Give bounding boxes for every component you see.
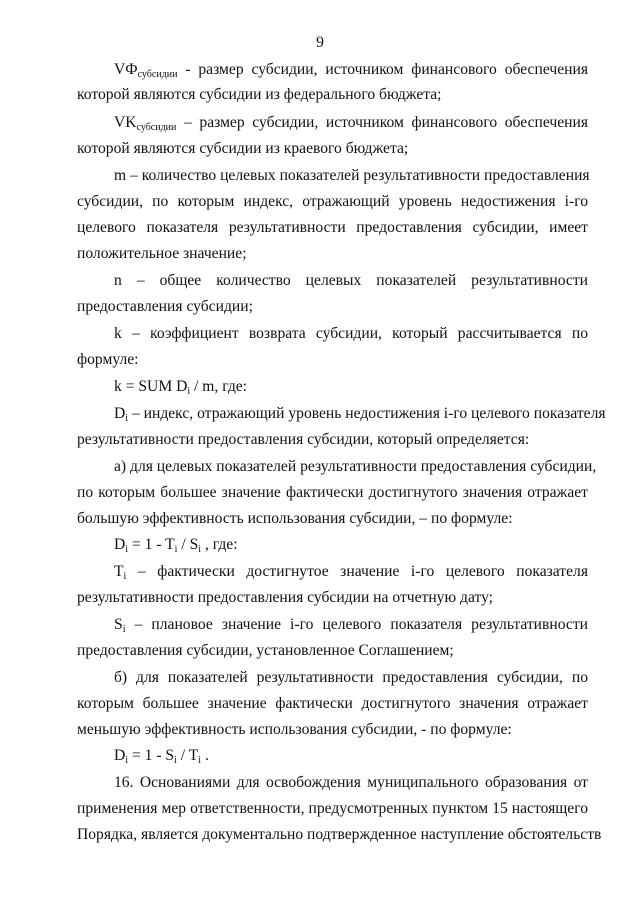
line-12: формуле:: [77, 351, 139, 368]
subscript: i: [125, 413, 129, 424]
var-s: S: [114, 616, 123, 633]
line-11: k – коэффициент возврата субсидии, который рассчитывается по: [114, 325, 588, 342]
line-18: большую эффективность использования субсидии, – по формуле:: [77, 510, 513, 527]
var-t: T: [114, 563, 124, 580]
var-d: D: [114, 405, 126, 422]
subscript: i: [122, 624, 126, 635]
line-03: [114, 113, 588, 138]
formula-d-b: [114, 746, 588, 771]
line-30: Порядка, является документально подтвержденное наступление обстоятельств: [77, 826, 602, 843]
text: / m, где:: [190, 378, 248, 395]
subscript: i: [174, 755, 177, 766]
subscript: i: [125, 755, 129, 766]
text: = 1 - T: [128, 536, 175, 553]
text: / S: [177, 536, 199, 553]
line-09: n – общее количество целевых показателей результативности: [114, 272, 588, 289]
line-22: [114, 615, 588, 640]
subscript: i: [198, 544, 202, 555]
line-05: m – количество целевых показателей результативности предоставления: [114, 167, 590, 184]
subscript: i: [174, 544, 178, 555]
line-08: положительное значение;: [77, 245, 247, 262]
text: .: [201, 747, 209, 764]
line-25: которым большее значение фактически достигнутого значения отражает: [77, 695, 588, 712]
line-02: которой являются субсидии из федерального бюджета;: [77, 86, 442, 103]
text: D: [114, 747, 126, 764]
text: - размер субсидии, источником финансового обеспечения: [177, 61, 588, 78]
line-26: меньшую эффективность использования субсидии, - по формуле:: [77, 721, 512, 738]
text: – размер субсидии, источником финансового обеспечения: [176, 114, 588, 131]
line-01: [114, 60, 588, 85]
subscript: i: [123, 571, 127, 582]
subscript: i: [198, 755, 202, 766]
line-04: которой являются субсидии из краевого бюджета;: [77, 140, 409, 157]
text: – фактически достигнутое значение i-го целевого показателя: [126, 563, 588, 580]
text: – плановое значение i-го целевого показателя результативности: [125, 616, 588, 633]
var-vk: VK: [114, 114, 137, 131]
line-20: [114, 562, 588, 587]
line-21: результативности предоставления субсидии на отчетную дату;: [77, 589, 494, 606]
line-16: а) для целевых показателей результативности предоставления субсидии,: [114, 458, 597, 475]
subscript: i: [125, 544, 129, 555]
line-29: применения мер ответственности, предусмотренных пунктом 15 настоящего: [77, 800, 588, 817]
subscript: i: [187, 386, 191, 397]
subscript: субсидии: [137, 69, 178, 80]
line-07: целевого показателя результативности предоставления субсидии, имеет: [77, 219, 588, 236]
line-24: б) для показателей результативности предоставления субсидии, по: [114, 669, 588, 686]
line-15: результативности предоставления субсидии, который определяется:: [77, 431, 530, 448]
text: D: [114, 536, 126, 553]
line-17: по которым большее значение фактически достигнутого значения отражает: [77, 484, 588, 501]
formula-d-a: [114, 535, 588, 560]
text: k = SUM D: [114, 378, 188, 395]
subscript: субсидии: [136, 122, 177, 133]
text: = 1 - S: [128, 747, 175, 764]
text: – индекс, отражающий уровень недостижения i-го целевого показателя: [128, 405, 606, 422]
formula-k: [114, 377, 588, 402]
line-23: предоставления субсидии, установленное Соглашением;: [77, 642, 454, 659]
text: / T: [176, 747, 199, 764]
line-28: 16. Основаниями для освобождения муниципального образования от: [114, 774, 588, 791]
text: , где:: [201, 536, 238, 553]
line-14: [114, 404, 606, 429]
var-vf: VФ: [114, 61, 138, 78]
line-06: субсидии, по которым индекс, отражающий уровень недостижения i-го: [77, 193, 588, 210]
page-number: 9: [316, 34, 324, 51]
line-10: предоставления субсидии;: [77, 298, 253, 315]
